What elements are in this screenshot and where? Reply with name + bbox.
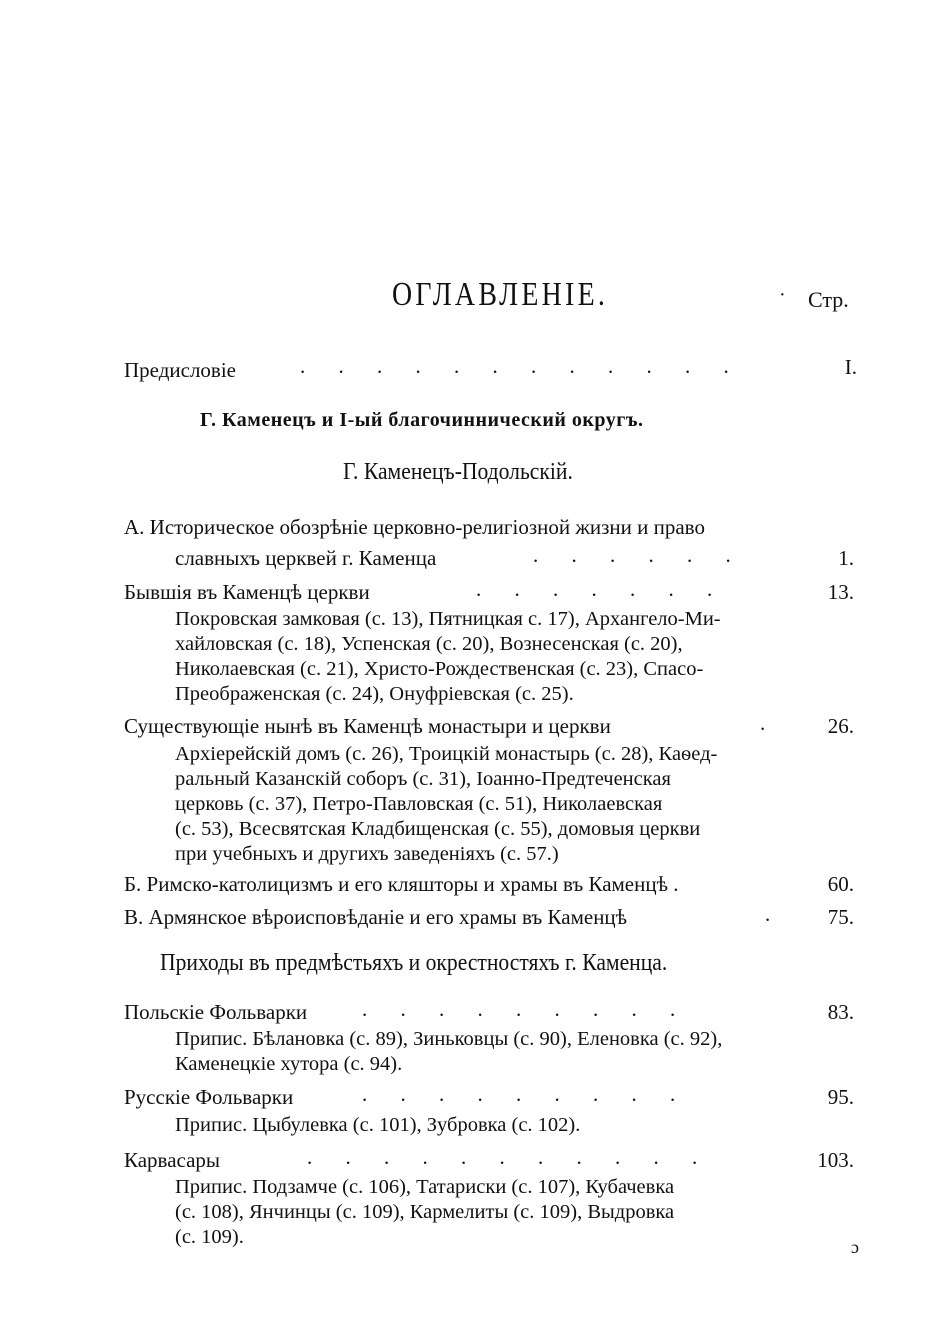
- page-number: 13.: [827, 580, 854, 604]
- toc-entry-karvasary[interactable]: Карвасары: [124, 1148, 221, 1172]
- leader-dots: .: [765, 902, 771, 926]
- page-number: 95.: [827, 1085, 854, 1109]
- toc-entry-b[interactable]: Б. Римско-католицизмъ и его кляшторы и храмы въ Каменцѣ .: [124, 872, 679, 896]
- page-number: 1.: [838, 546, 854, 570]
- page-number: 103.: [817, 1148, 854, 1172]
- page-number: 83.: [827, 1000, 854, 1024]
- subentry-line: Каменецкіе хутора (с. 94).: [175, 1053, 403, 1075]
- toc-entry-a-line1[interactable]: А. Историческое обозрѣніе церковно-религіозной жизни и право: [124, 515, 705, 539]
- subentry-line: Припис. Цыбулевка (с. 101), Зубровка (с. 102).: [175, 1114, 581, 1136]
- leader-dots: . . . . . . . . . . .: [307, 1145, 712, 1169]
- subentry-line: Архіерейскій домъ (с. 26), Троицкій монастырь (с. 28), Каѳед-: [175, 743, 718, 765]
- toc-entry-polish-folvarki[interactable]: Польскіе Фольварки: [124, 1000, 308, 1024]
- subentry-line: ральный Казанскій соборъ (с. 31), Іоанно-Предтеченская: [175, 768, 671, 790]
- toc-entry-preface[interactable]: Предисловіе: [124, 358, 237, 382]
- toc-subentries: [175, 1113, 805, 1138]
- subentry-line: (с. 109).: [175, 1226, 244, 1248]
- leader-dots: .: [760, 711, 766, 735]
- page-title: ОГЛАВЛЕНІЕ.: [392, 276, 609, 313]
- page-column-dot: ·: [779, 284, 786, 306]
- subentry-line: церковь (с. 37), Петро-Павловская (с. 51), Николаевская: [175, 793, 663, 815]
- district-heading: Г. Каменецъ и I-ый благочиннический округъ.: [200, 409, 644, 431]
- subentry-line: Покровская замковая (с. 13), Пятницкая с. 17), Архангело-Ми-: [175, 608, 721, 630]
- leader-dots: . . . . . . . . .: [362, 1082, 690, 1106]
- leader-dots: . . . . . .: [533, 543, 745, 567]
- leader-dots: . . . . . . .: [476, 577, 727, 601]
- page-number: 75.: [827, 905, 854, 929]
- toc-entry-v[interactable]: В. Армянское вѣроисповѣданіе и его храмы въ Каменцѣ: [124, 905, 628, 929]
- subentry-line: (с. 108), Янчинцы (с. 109), Кармелиты (с. 109), Выдровка: [175, 1201, 675, 1223]
- subentry-line: хайловская (с. 18), Успенская (с. 20), Вознесенская (с. 20),: [175, 633, 683, 655]
- margin-mark: ɔ: [851, 1237, 859, 1257]
- subentry-line: (с. 53), Всесвятская Кладбищенская (с. 55), домовыя церкви: [175, 818, 701, 840]
- city-heading: Г. Каменецъ-Подольскій.: [343, 459, 573, 485]
- subentry-line: Николаевская (с. 21), Христо-Рождественская (с. 23), Спасо-: [175, 658, 704, 680]
- toc-entry-existing[interactable]: Существующіе нынѣ въ Каменцѣ монастыри и церкви: [124, 714, 611, 738]
- subentry-line: Припис. Подзамче (с. 106), Татариски (с. 107), Кубачевка: [175, 1176, 675, 1198]
- page-number: 60.: [827, 872, 854, 896]
- page-number: 26.: [827, 714, 854, 738]
- toc-entry-former-churches[interactable]: Бывшія въ Каменцѣ церкви: [124, 580, 370, 604]
- leader-dots: . . . . . . . . . . . .: [300, 354, 743, 378]
- page-number: I.: [844, 355, 857, 379]
- subentry-line: Припис. Бѣлановка (с. 89), Зиньковцы (с. 90), Еленовка (с. 92),: [175, 1028, 723, 1050]
- parishes-heading: Приходы въ предмѣстьяхъ и окрестностяхъ г. Каменца.: [160, 950, 668, 976]
- subentry-line: при учебныхъ и другихъ заведеніяхъ (с. 57.): [175, 843, 559, 865]
- toc-subentries: [175, 1027, 805, 1077]
- leader-dots: . . . . . . . . .: [362, 997, 690, 1021]
- toc-subentries: [175, 1175, 805, 1250]
- page-column-label: Стр.: [808, 287, 849, 312]
- toc-subentries: [175, 607, 805, 707]
- toc-subentries: [175, 742, 805, 867]
- subentry-line: Преображенская (с. 24), Онуфріевская (с. 25).: [175, 683, 574, 705]
- toc-entry-a-line2[interactable]: славныхъ церквей г. Каменца: [175, 546, 437, 570]
- toc-entry-russian-folvarki[interactable]: Русскіе Фольварки: [124, 1085, 294, 1109]
